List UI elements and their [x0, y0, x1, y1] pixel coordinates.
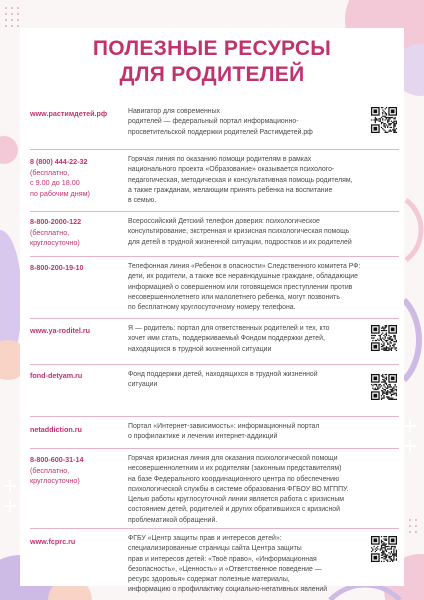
resource-row	[30, 149, 399, 212]
resource-link[interactable]: www.fcprc.ru	[30, 537, 76, 546]
resource-row	[30, 318, 399, 365]
qr-code-icon[interactable]	[371, 325, 397, 351]
resource-row	[30, 103, 399, 150]
resource-description: ФГБУ «Центр защиты прав и интересов детей»: специализированные страницы сайта Центра защиты прав и интересов детей: «Твоё право», «Информационная безопасность», «Ценность» и «Ответственное поведение — ресурс здоровья» содержат полезные материалы, информацию о профилактику социально-негативных явлений	[128, 535, 328, 594]
page-title	[0, 36, 424, 88]
resource-contact: 8 (800) 444-22-32 (бесплатно, с 9.00 до 18.00 по рабочим дням)	[30, 157, 122, 199]
resource-link[interactable]: netaddiction.ru	[30, 425, 82, 434]
resource-contact	[30, 425, 122, 436]
resource-contact	[30, 537, 122, 548]
resource-link[interactable]: fond-detyam.ru	[30, 371, 83, 380]
resource-row	[30, 528, 399, 596]
qr-code-icon[interactable]	[371, 107, 397, 133]
dot-grid-top-left	[5, 7, 19, 27]
resource-link[interactable]: www.ya-roditel.ru	[30, 326, 91, 335]
resource-row	[30, 364, 399, 417]
resource-description: Телефонная линия «Ребенок в опасности» Следственного комитета РФ: дети, их родители, а также все неравнодушные граждане, обладающие информацией о совершенном или готовящемся преступлении против несовершеннолетнего или малолетнего ребенка, могут позвонить по бесплатному круглосуточному номеру телефона.	[128, 263, 361, 312]
resource-description: Горячая кризисная линия для оказания психологической помощи несовершеннолетним и их родителям (законным представителям) на базе Федерального координационного центра по обеспечению психологической службы в системе образования ФГБОУ ВО МГППУ. Целью работы круглосуточной линии является работа с кризисным состоянием детей, родителей и других обратившихся с кризисной проблематикой обращений.	[128, 455, 349, 524]
resource-contact	[30, 371, 122, 382]
resource-link[interactable]: www.растимдетей.рф	[30, 109, 108, 118]
resource-row	[30, 416, 399, 449]
dot-grid-bottom-right	[409, 519, 417, 533]
title-line-1: ПОЛЕЗНЫЕ РЕСУРСЫ	[92, 37, 332, 60]
resource-contact: 8-800-2000-122 (бесплатно, круглосуточно)	[30, 217, 122, 249]
lilac-wave-right	[404, 300, 419, 380]
resource-description: Всероссийский Детский телефон доверия: психологическое консультирование, экстренная и кризисная психологическая помощь для детей в трудной жизненной ситуации, подростков и их родителей	[128, 218, 352, 246]
title-line-2: ДЛЯ РОДИТЕЛЕЙ	[119, 63, 305, 86]
resource-description: Портал «Интернет-зависимость»: информационный портал о профилактике и лечении интернет-аддикций	[128, 423, 320, 441]
resource-description: Навигатор для современных родителей — федеральный портал информационно- просветительской поддержки родителей Растимдетей.рф	[128, 108, 313, 136]
plus-signs-right	[404, 420, 416, 452]
resource-contact	[30, 263, 122, 274]
qr-code-icon[interactable]	[371, 374, 397, 400]
plus-signs-left	[4, 480, 16, 512]
resource-row	[30, 448, 399, 529]
resource-phone[interactable]: 8-800-200-19-10	[30, 263, 84, 272]
resource-description: Фонд поддержки детей, находящихся в трудной жизненной ситуации	[128, 371, 318, 389]
pink-wave-right	[406, 200, 421, 260]
resource-phone[interactable]: 8-800-600-31-14	[30, 455, 84, 464]
resource-description: Горячая линия по оказанию помощи родителям в рамках национального проекта «Образование» оказывается психолого- педагогическая, методическая и консультативная помощь родителям, а также гражданам, желающим принять ребенка на воспитание в семью.	[128, 156, 353, 205]
resource-description: Я — родитель: портал для ответственных родителей и тех, кто хочет ими стать, поддерживаемый Фондом поддержки детей, находящихся в трудной жизненной ситуации	[128, 325, 330, 353]
resource-row	[30, 211, 399, 257]
resource-contact	[30, 326, 122, 337]
pink-blob-left	[0, 136, 18, 164]
resource-phone[interactable]: 8 (800) 444-22-32	[30, 157, 88, 166]
qr-code-icon[interactable]	[371, 536, 397, 562]
resource-row	[30, 256, 399, 319]
resource-contact	[30, 109, 122, 120]
resource-contact: 8-800-600-31-14 (бесплатно, круглосуточно)	[30, 455, 122, 487]
resource-phone[interactable]: 8-800-2000-122	[30, 217, 82, 226]
